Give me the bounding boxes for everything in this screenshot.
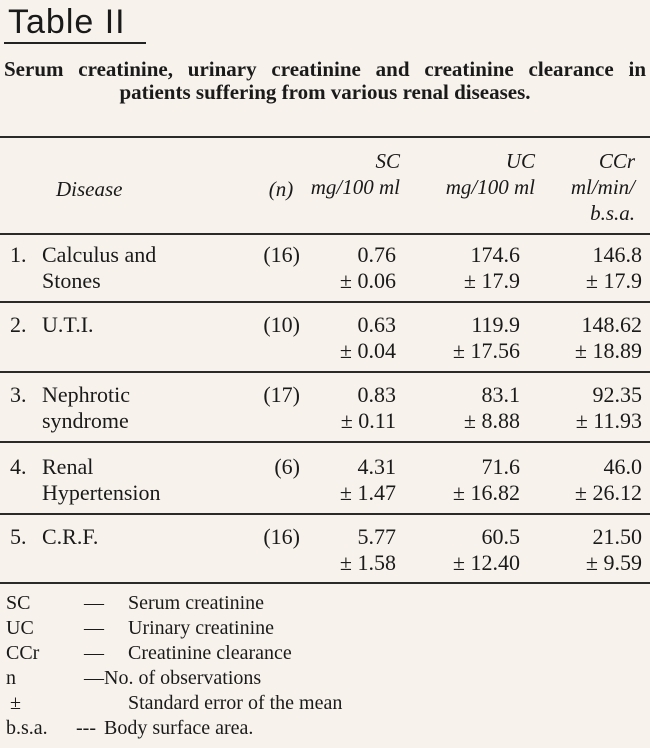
header-rule	[0, 233, 650, 235]
row-uc-mean: 60.5	[481, 524, 520, 549]
header-sc-abbr: SC	[375, 149, 400, 173]
header-disease: Disease	[56, 177, 123, 201]
row-disease-line1: U.T.I.	[42, 312, 94, 337]
row-disease-line1: Nephrotic	[42, 382, 130, 407]
legend-abbr: CCr	[6, 642, 40, 664]
legend-abbr: UC	[6, 617, 34, 639]
legend-text: Urinary creatinine	[128, 617, 275, 639]
header-ccr-abbr: CCr	[598, 149, 635, 173]
top-rule	[0, 136, 650, 138]
row-rule	[0, 371, 650, 373]
row-disease-line2: Hypertension	[42, 480, 161, 505]
table-caption: Serum creatinine, urinary creatinine and creatinine clearance in patients suffering from various renal diseases.	[4, 57, 646, 104]
row-rule	[0, 441, 650, 443]
legend-abbr: SC	[6, 592, 31, 614]
row-n: (16)	[263, 242, 300, 267]
row-ccr-mean: 148.62	[581, 312, 642, 337]
header-uc-abbr: UC	[505, 149, 535, 173]
row-number: 4.	[10, 454, 27, 479]
header-sc-unit: mg/100 ml	[310, 175, 400, 199]
legend-dash: —	[84, 667, 104, 689]
legend-dash: ---	[76, 717, 96, 739]
header-uc-unit: mg/100 ml	[445, 175, 535, 199]
row-sc-mean: 5.77	[357, 524, 396, 549]
legend-text: Standard error of the mean	[128, 692, 343, 714]
legend-dash: —	[84, 592, 104, 614]
row-uc-se: ± 8.88	[463, 408, 520, 433]
row-number: 3.	[10, 382, 27, 407]
row-disease-line1: C.R.F.	[42, 524, 99, 549]
row-ccr-se: ± 17.9	[585, 268, 642, 293]
legend-text: No. of observations	[104, 667, 262, 689]
row-disease-line2: Stones	[42, 268, 101, 293]
row-n: (6)	[274, 454, 300, 479]
legend-abbr: n	[6, 667, 16, 689]
row-n: (10)	[263, 312, 300, 337]
header-n: (n)	[268, 177, 294, 201]
row-ccr-se: ± 18.89	[574, 338, 642, 363]
legend-abbr: ±	[10, 692, 21, 714]
header-ccr-unit-2: b.s.a.	[590, 201, 635, 225]
row-number: 1.	[10, 242, 27, 267]
row-number: 2.	[10, 312, 27, 337]
table-label-underline	[4, 42, 146, 44]
row-uc-se: ± 12.40	[452, 550, 520, 575]
row-n: (16)	[263, 524, 300, 549]
row-sc-se: ± 0.04	[339, 338, 396, 363]
bottom-rule	[0, 582, 650, 584]
row-sc-se: ± 0.06	[339, 268, 396, 293]
legend-text: Body surface area.	[104, 717, 254, 739]
row-ccr-se: ± 26.12	[574, 480, 642, 505]
row-sc-mean: 0.83	[357, 382, 396, 407]
row-ccr-mean: 92.35	[592, 382, 642, 407]
row-disease-line2: syndrome	[42, 408, 129, 433]
row-ccr-mean: 146.8	[592, 242, 642, 267]
row-uc-se: ± 17.9	[463, 268, 520, 293]
row-number: 5.	[10, 524, 27, 549]
legend-text: Creatinine clearance	[128, 642, 292, 664]
row-ccr-se: ± 11.93	[575, 408, 642, 433]
row-uc-mean: 119.9	[471, 312, 520, 337]
row-uc-mean: 83.1	[481, 382, 520, 407]
row-sc-mean: 0.63	[357, 312, 396, 337]
row-sc-se: ± 0.11	[340, 408, 396, 433]
legend-dash: —	[84, 642, 104, 664]
row-ccr-se: ± 9.59	[585, 550, 642, 575]
row-disease-line1: Renal	[42, 454, 94, 479]
row-disease-line1: Calculus and	[42, 242, 157, 267]
row-n: (17)	[263, 382, 300, 407]
row-sc-se: ± 1.58	[339, 550, 396, 575]
row-sc-se: ± 1.47	[339, 480, 396, 505]
row-uc-mean: 174.6	[470, 242, 520, 267]
row-uc-mean: 71.6	[481, 454, 520, 479]
row-rule	[0, 301, 650, 303]
row-rule	[0, 513, 650, 515]
row-sc-mean: 0.76	[357, 242, 396, 267]
row-sc-mean: 4.31	[357, 454, 396, 479]
row-uc-se: ± 17.56	[452, 338, 520, 363]
row-ccr-mean: 21.50	[592, 524, 642, 549]
legend-text: Serum creatinine	[128, 592, 265, 614]
legend-dash: —	[84, 617, 104, 639]
header-ccr-unit: ml/min/	[570, 175, 635, 199]
legend-abbr: b.s.a.	[6, 717, 48, 739]
table-label: Table II	[8, 3, 126, 41]
row-uc-se: ± 16.82	[452, 480, 520, 505]
row-ccr-mean: 46.0	[603, 454, 642, 479]
